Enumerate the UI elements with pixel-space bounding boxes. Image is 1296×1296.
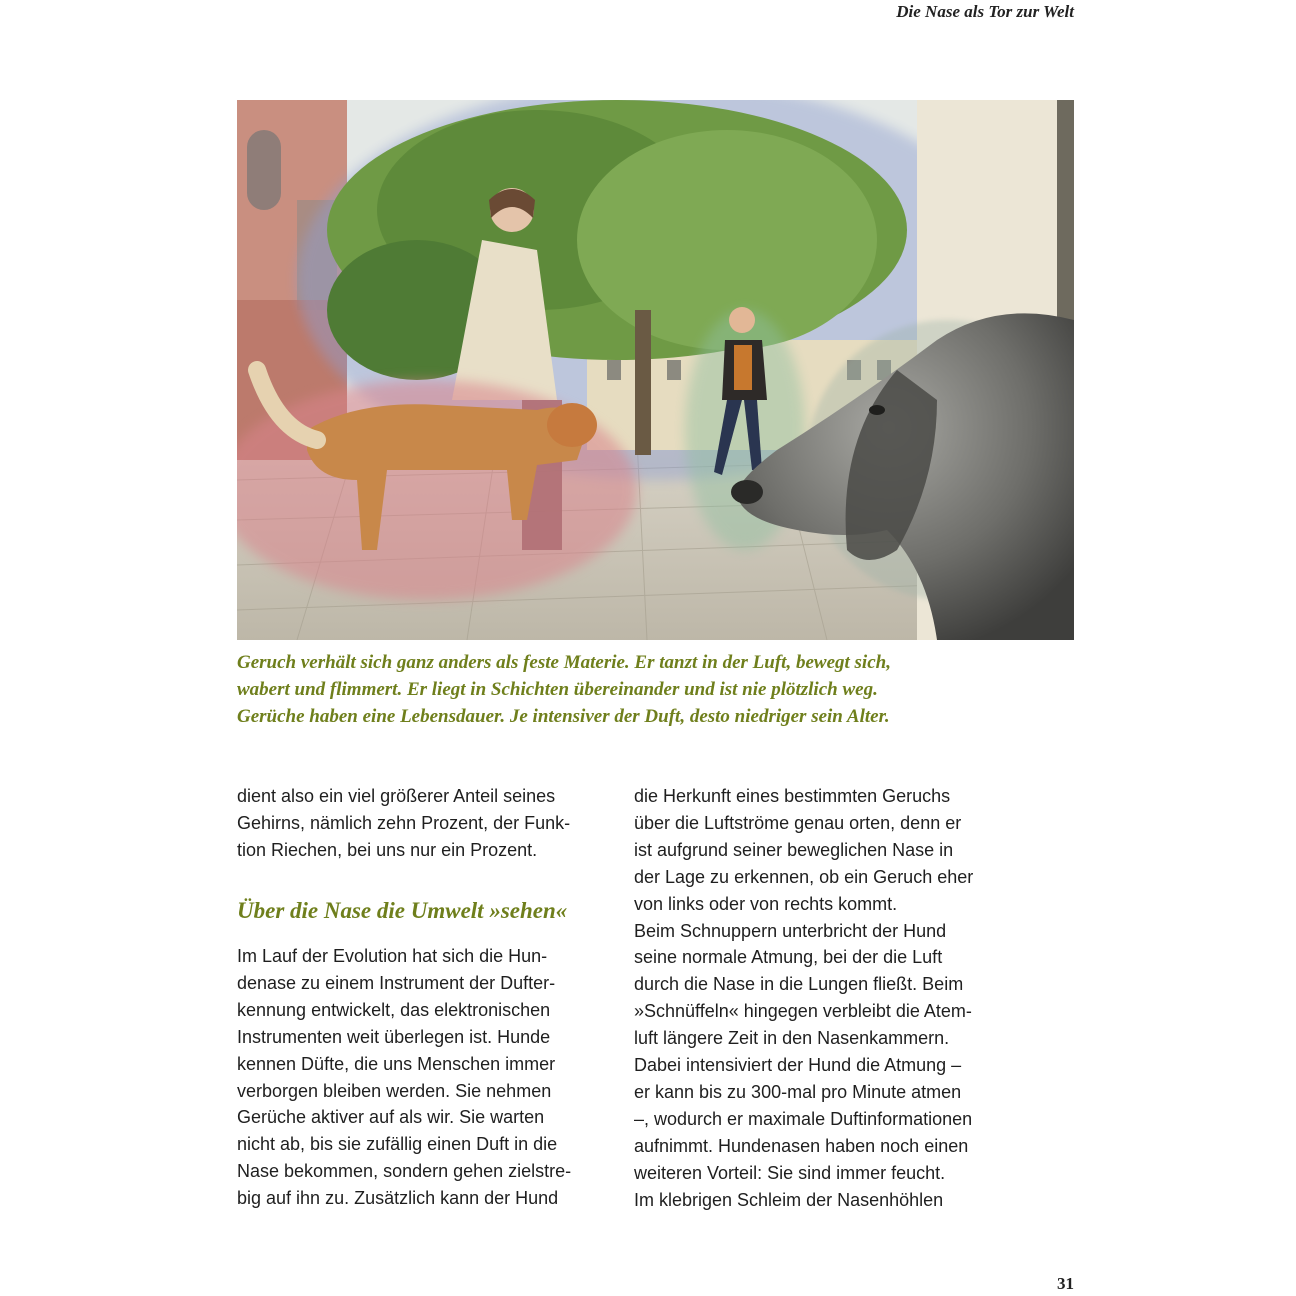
section-heading: Über die Nase die Umwelt »sehen« [237, 898, 568, 923]
text-line: kennung entwickelt, das elektronischen [237, 999, 551, 1020]
left-column-bottom [237, 943, 617, 1212]
text-line: big auf ihn zu. Zusätzlich kann der Hund [237, 1188, 559, 1209]
text-line: die Herkunft eines bestimmten Geruchs [634, 786, 951, 806]
text-line: Gerüche aktiver auf als wir. Sie warten [237, 1107, 545, 1128]
text-line: »Schnüffeln« hingegen verbleibt die Atem- [634, 1001, 972, 1022]
text-line: über die Luftströme genau orten, denn er [634, 812, 962, 833]
street-scene-illustration [237, 100, 1074, 640]
text-line: weiteren Vorteil: Sie sind immer feucht. [634, 1162, 946, 1183]
text-line: dient also ein viel größerer Anteil seines [237, 786, 556, 806]
image-caption [237, 649, 1082, 730]
left-column-top [237, 783, 617, 864]
text-line: –, wodurch er maximale Duftinformationen [634, 1108, 973, 1129]
text-line: Instrumenten weit überlegen ist. Hunde [237, 1026, 551, 1047]
text-line: kennen Düfte, die uns Menschen immer [237, 1053, 556, 1074]
text-line: ist aufgrund seiner beweglichen Nase in [634, 839, 954, 860]
text-line: verborgen bleiben werden. Sie nehmen [237, 1080, 552, 1101]
text-line: Nase bekommen, sondern gehen zielstre- [237, 1161, 572, 1182]
page-number: 31 [1057, 1274, 1074, 1293]
text-line: denase zu einem Instrument der Dufter- [237, 972, 556, 993]
caption-line: Gerüche haben eine Lebensdauer. Je intensiver der Duft, desto niedriger sein Alter. [237, 706, 890, 727]
text-line: Beim Schnuppern unterbricht der Hund [634, 920, 947, 941]
right-column [634, 783, 1024, 1214]
caption-line: wabert und flimmert. Er liegt in Schichten übereinander und ist nie plötzlich weg. [237, 679, 878, 700]
text-line: er kann bis zu 300-mal pro Minute atmen [634, 1081, 962, 1102]
text-line: seine normale Atmung, bei der die Luft [634, 947, 943, 968]
text-line: nicht ab, bis sie zufällig einen Duft in die [237, 1134, 558, 1155]
watercolor-street-scene-dogs-image [237, 100, 1074, 640]
text-line: luft längere Zeit in den Nasenkammern. [634, 1028, 950, 1049]
text-line: Dabei intensiviert der Hund die Atmung – [634, 1055, 962, 1076]
text-line: Im klebrigen Schleim der Nasenhöhlen [634, 1189, 944, 1210]
text-line: der Lage zu erkennen, ob ein Geruch eher [634, 866, 974, 887]
text-line: von links oder von rechts kommt. [634, 893, 898, 914]
text-line: aufnimmt. Hundenasen haben noch einen [634, 1135, 969, 1156]
text-line: durch die Nase in die Lungen fließt. Beim [634, 974, 964, 995]
text-line: Im Lauf der Evolution hat sich die Hun- [237, 946, 548, 966]
running-title: Die Nase als Tor zur Welt [896, 2, 1074, 21]
caption-line: Geruch verhält sich ganz anders als feste Materie. Er tanzt in der Luft, bewegt sich, [237, 652, 891, 673]
text-line: tion Riechen, bei uns nur ein Prozent. [237, 839, 538, 860]
text-line: Gehirns, nämlich zehn Prozent, der Funk- [237, 812, 571, 833]
